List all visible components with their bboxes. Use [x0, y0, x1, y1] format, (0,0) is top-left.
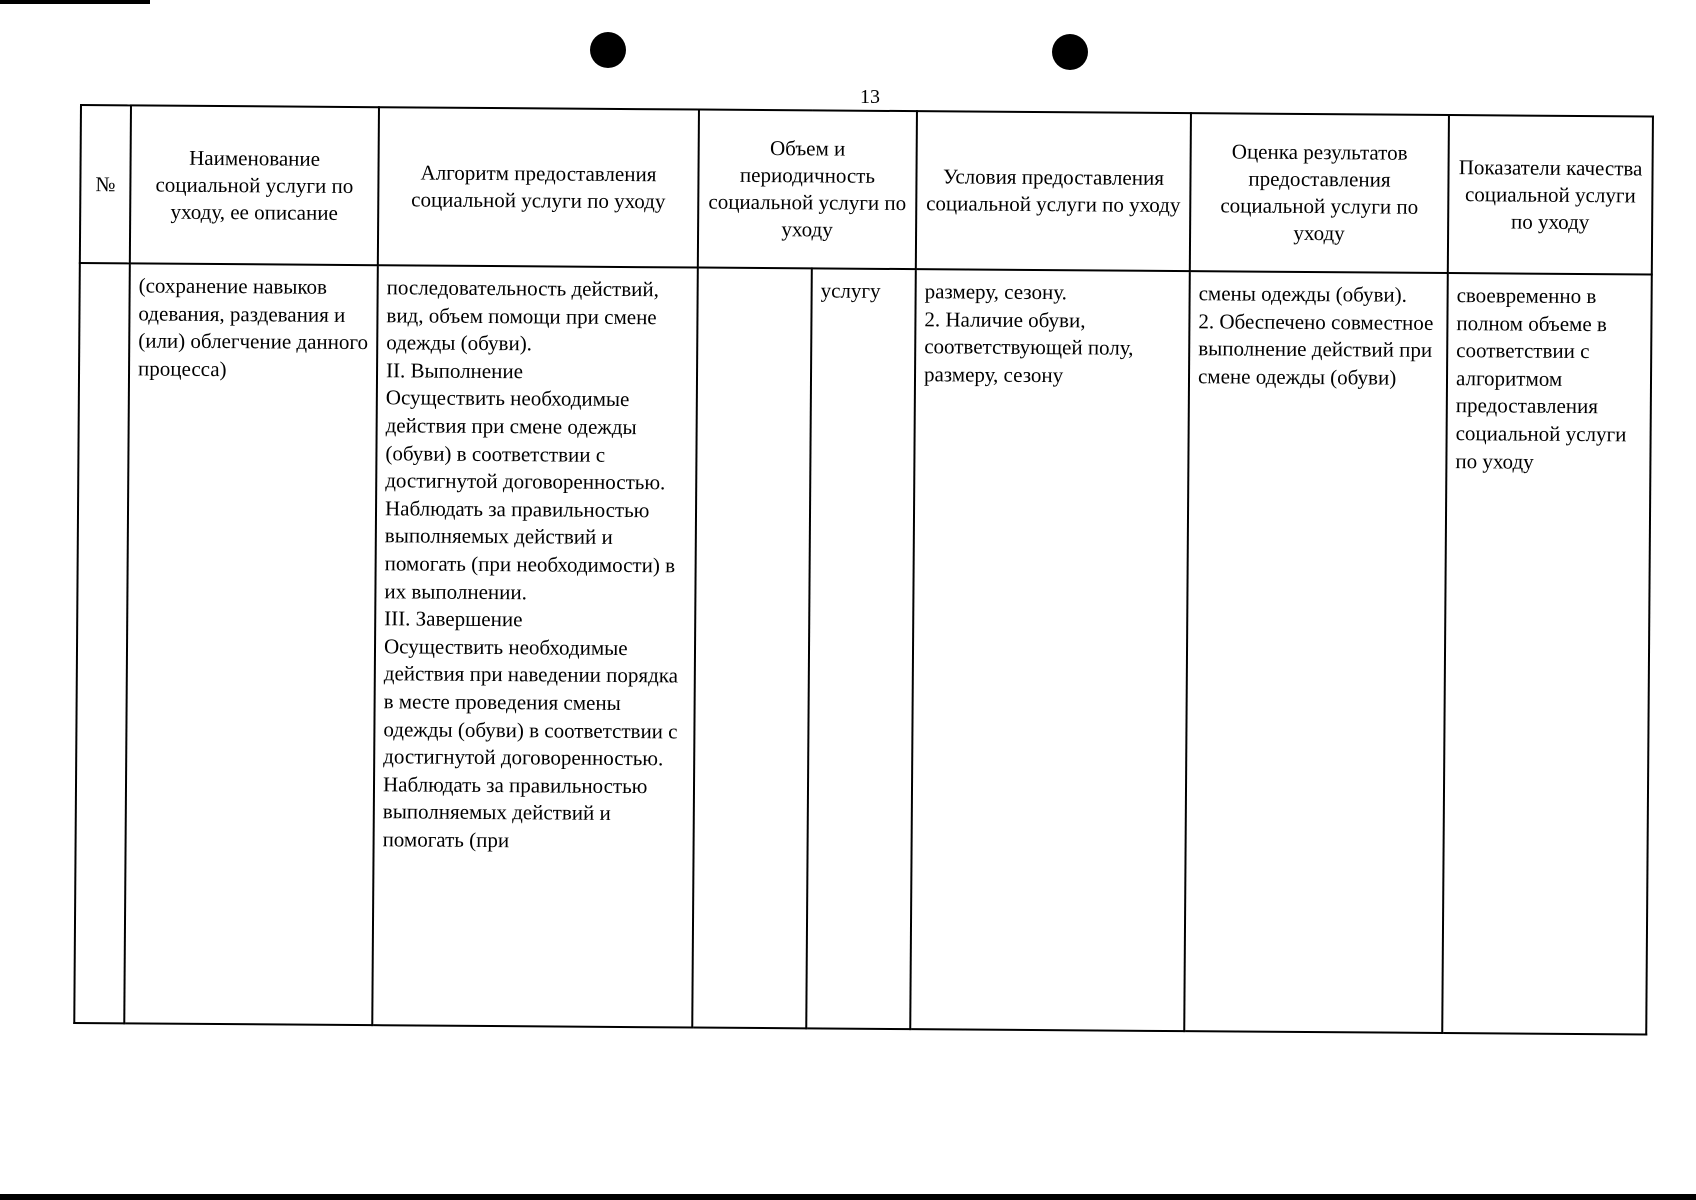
header-service-name: Наименование социальной услуги по уходу, ее описание — [130, 105, 379, 265]
header-number: № — [80, 105, 131, 263]
cell-algorithm: последовательность действий, вид, объем помощи при смене одежды (обуви). II. Выполнение Осуществить необходимые действия при смене одежды (обуви) в соответствии с достигнутой договоренностью. Наблюдать за правильностью выполняемых действий и помогать (при необходимости) в их выполнении. III. Завершение Осуществить необходимые действия при наведении порядка в месте проведения смены одежды (обуви) в соответствии с достигнутой договоренностью. Наблюдать за правильностью выполняемых действий и помогать (при — [372, 265, 698, 1027]
header-evaluation: Оценка результатов предоставления социальной услуги по уходу — [1190, 113, 1449, 273]
punch-hole-right — [1052, 34, 1088, 70]
header-volume: Объем и периодичность социальной услуги по уходу — [698, 110, 917, 270]
header-conditions: Условия предоставления социальной услуги по уходу — [916, 111, 1191, 271]
cell-volume-right: услугу — [806, 268, 916, 1029]
table-row — [74, 263, 1652, 1035]
header-algorithm: Алгоритм предоставления социальной услуги по уходу — [378, 107, 699, 267]
scan-edge-top — [0, 0, 150, 4]
cell-quality: своевременно в полном объеме в соответствии с алгоритмом предоставления социальной услуги по уходу — [1442, 273, 1652, 1034]
page-number: 13 — [860, 86, 880, 108]
cell-conditions: размеру, сезону. 2. Наличие обуви, соответствующей полу, размеру, сезону — [910, 269, 1190, 1031]
cell-evaluation: смены одежды (обуви). 2. Обеспечено совместное выполнение действий при смене одежды (обуви) — [1184, 271, 1448, 1033]
punch-hole-left — [590, 32, 626, 68]
table-header-row — [80, 105, 1653, 275]
header-quality: Показатели качества социальной услуги по уходу — [1448, 115, 1653, 274]
cell-number — [74, 263, 130, 1023]
care-services-table — [73, 104, 1654, 1036]
cell-volume-left — [692, 268, 812, 1029]
cell-service-name: (сохранение навыков одевания, раздевания и (или) облегчение данного процесса) — [124, 263, 378, 1025]
scan-edge-bottom — [0, 1194, 1696, 1200]
